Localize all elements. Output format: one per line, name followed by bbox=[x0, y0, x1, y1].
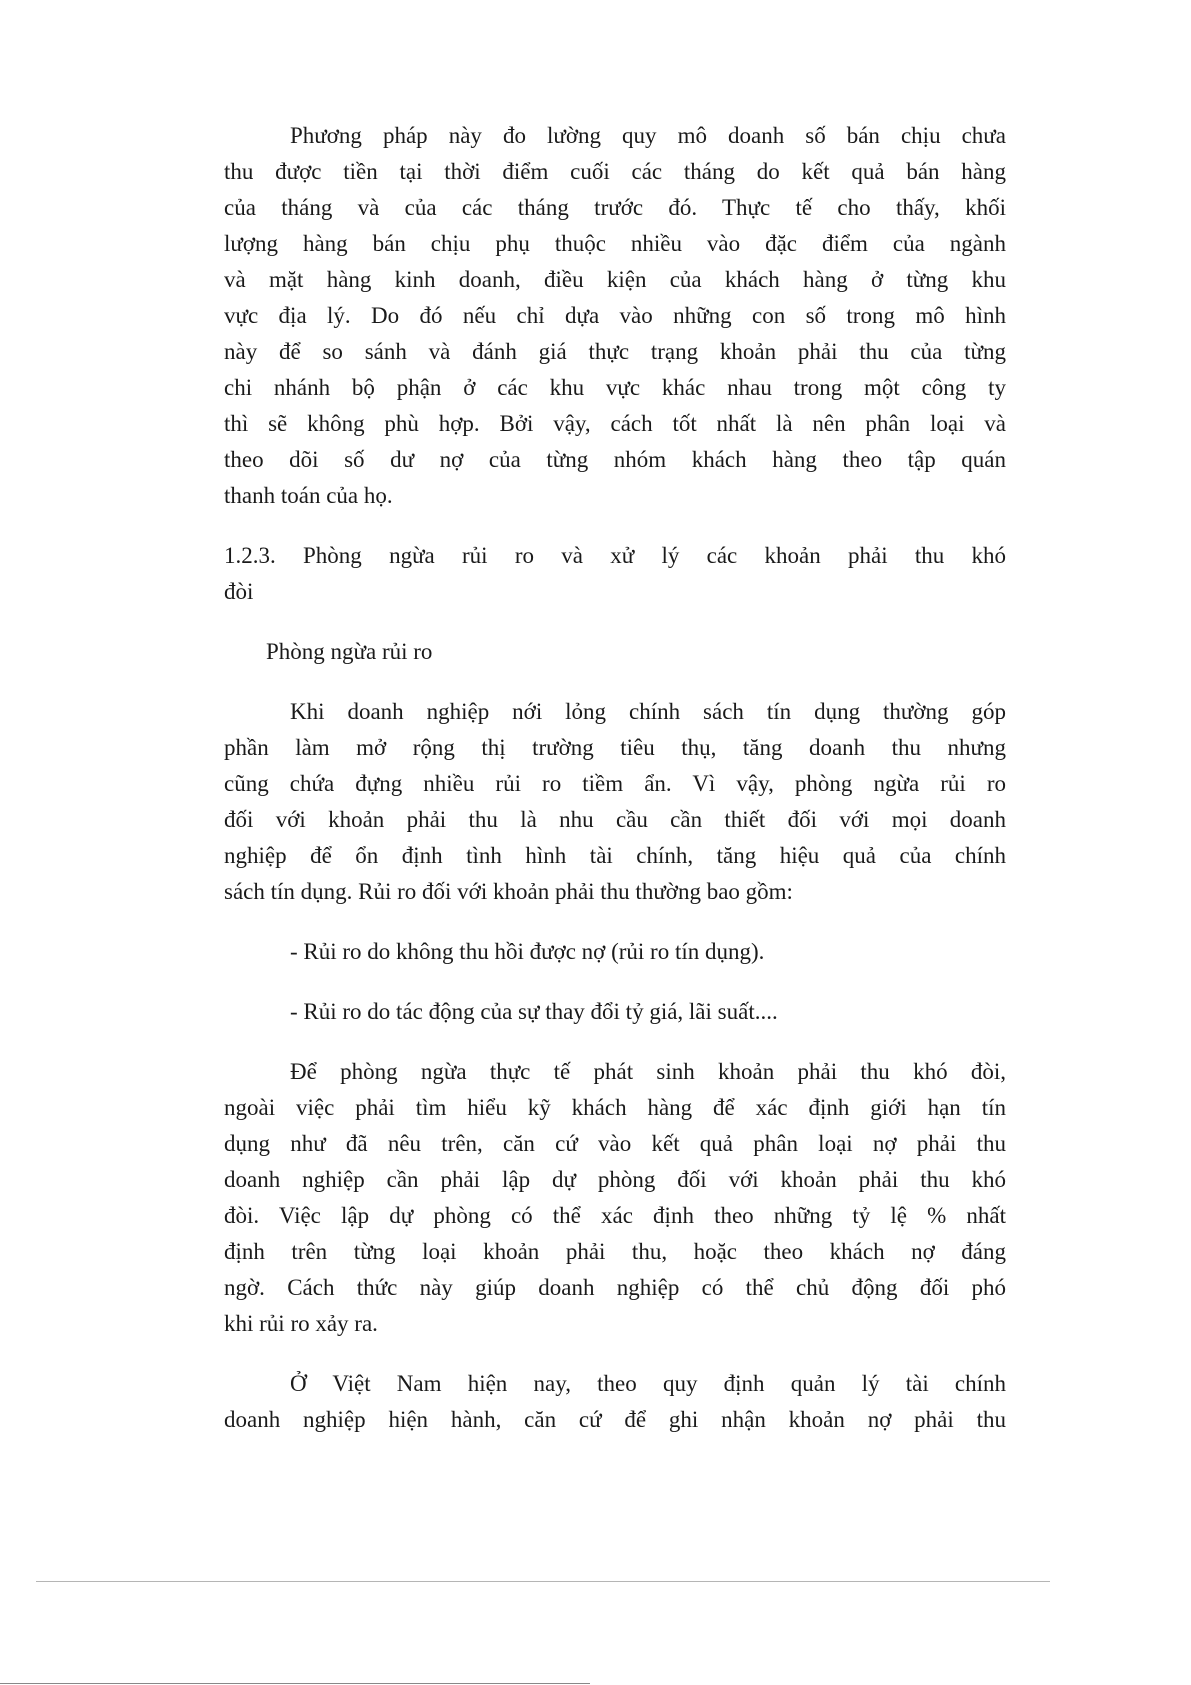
text-line: phần làm mở rộng thị trường tiêu thụ, tăng doanh thu nhưng bbox=[224, 735, 1006, 760]
paragraph-4 bbox=[224, 1366, 1006, 1438]
text-line: doanh nghiệp hiện hành, căn cứ để ghi nhận khoản nợ phải thu bbox=[224, 1407, 1006, 1432]
text-line: nghiệp để ổn định tình hình tài chính, tăng hiệu quả của chính bbox=[224, 843, 1006, 868]
text-line: thu được tiền tại thời điểm cuối các tháng do kết quả bán hàng bbox=[224, 159, 1006, 184]
footer-divider bbox=[36, 1581, 1050, 1582]
text-line: ngờ. Cách thức này giúp doanh nghiệp có thể chủ động đối phó bbox=[224, 1275, 1006, 1300]
text-line: đối với khoản phải thu là nhu cầu cần thiết đối với mọi doanh bbox=[224, 807, 1006, 832]
text-line: cũng chứa đựng nhiều rủi ro tiềm ẩn. Vì vậy, phòng ngừa rủi ro bbox=[224, 771, 1006, 796]
text-line: thanh toán của họ. bbox=[224, 483, 393, 508]
subheading: Phòng ngừa rủi ro bbox=[266, 639, 433, 664]
text-line: định trên từng loại khoản phải thu, hoặc theo khách nợ đáng bbox=[224, 1239, 1006, 1264]
text-line: và mặt hàng kinh doanh, điều kiện của khách hàng ở từng khu bbox=[224, 267, 1006, 292]
heading-line: 1.2.3. Phòng ngừa rủi ro và xử lý các khoản phải thu khó bbox=[224, 543, 1006, 568]
bullet-item: - Rủi ro do tác động của sự thay đổi tỷ giá, lãi suất.... bbox=[290, 999, 778, 1024]
text-line: đòi. Việc lập dự phòng có thể xác định theo những tỷ lệ % nhất bbox=[224, 1203, 1006, 1228]
text-line: của tháng và của các tháng trước đó. Thực tế cho thấy, khối bbox=[224, 195, 1006, 220]
text-line: lượng hàng bán chịu phụ thuộc nhiều vào đặc điểm của ngành bbox=[224, 231, 1006, 256]
heading-line: đòi bbox=[224, 579, 254, 604]
paragraph-1 bbox=[224, 118, 1006, 514]
text-line: chi nhánh bộ phận ở các khu vực khác nhau trong một công ty bbox=[224, 375, 1006, 400]
section-heading bbox=[224, 538, 1006, 610]
text-line: dụng như đã nêu trên, căn cứ vào kết quả phân loại nợ phải thu bbox=[224, 1131, 1006, 1156]
text-line: này để so sánh và đánh giá thực trạng khoản phải thu của từng bbox=[224, 339, 1006, 364]
text-line: sách tín dụng. Rủi ro đối với khoản phải thu thường bao gồm: bbox=[224, 879, 793, 904]
text-line: khi rủi ro xảy ra. bbox=[224, 1311, 378, 1336]
text-line: vực địa lý. Do đó nếu chỉ dựa vào những con số trong mô hình bbox=[224, 303, 1006, 328]
paragraph-2 bbox=[224, 694, 1006, 910]
text-line: Để phòng ngừa thực tế phát sinh khoản phải thu khó đòi, bbox=[290, 1059, 1006, 1084]
page-content bbox=[224, 118, 1006, 1438]
paragraph-3 bbox=[224, 1054, 1006, 1342]
text-line: Ở Việt Nam hiện nay, theo quy định quản lý tài chính bbox=[290, 1371, 1006, 1396]
text-line: ngoài việc phải tìm hiểu kỹ khách hàng để xác định giới hạn tín bbox=[224, 1095, 1006, 1120]
text-line: theo dõi số dư nợ của từng nhóm khách hàng theo tập quán bbox=[224, 447, 1006, 472]
text-line: doanh nghiệp cần phải lập dự phòng đối với khoản phải thu khó bbox=[224, 1167, 1006, 1192]
text-line: thì sẽ không phù hợp. Bởi vậy, cách tốt nhất là nên phân loại và bbox=[224, 411, 1006, 436]
text-line: Khi doanh nghiệp nới lỏng chính sách tín dụng thường góp bbox=[290, 699, 1006, 724]
bullet-item: - Rủi ro do không thu hồi được nợ (rủi ro tín dụng). bbox=[290, 939, 765, 964]
text-line: Phương pháp này đo lường quy mô doanh số bán chịu chưa bbox=[290, 123, 1006, 148]
bottom-edge-line bbox=[0, 1683, 590, 1684]
